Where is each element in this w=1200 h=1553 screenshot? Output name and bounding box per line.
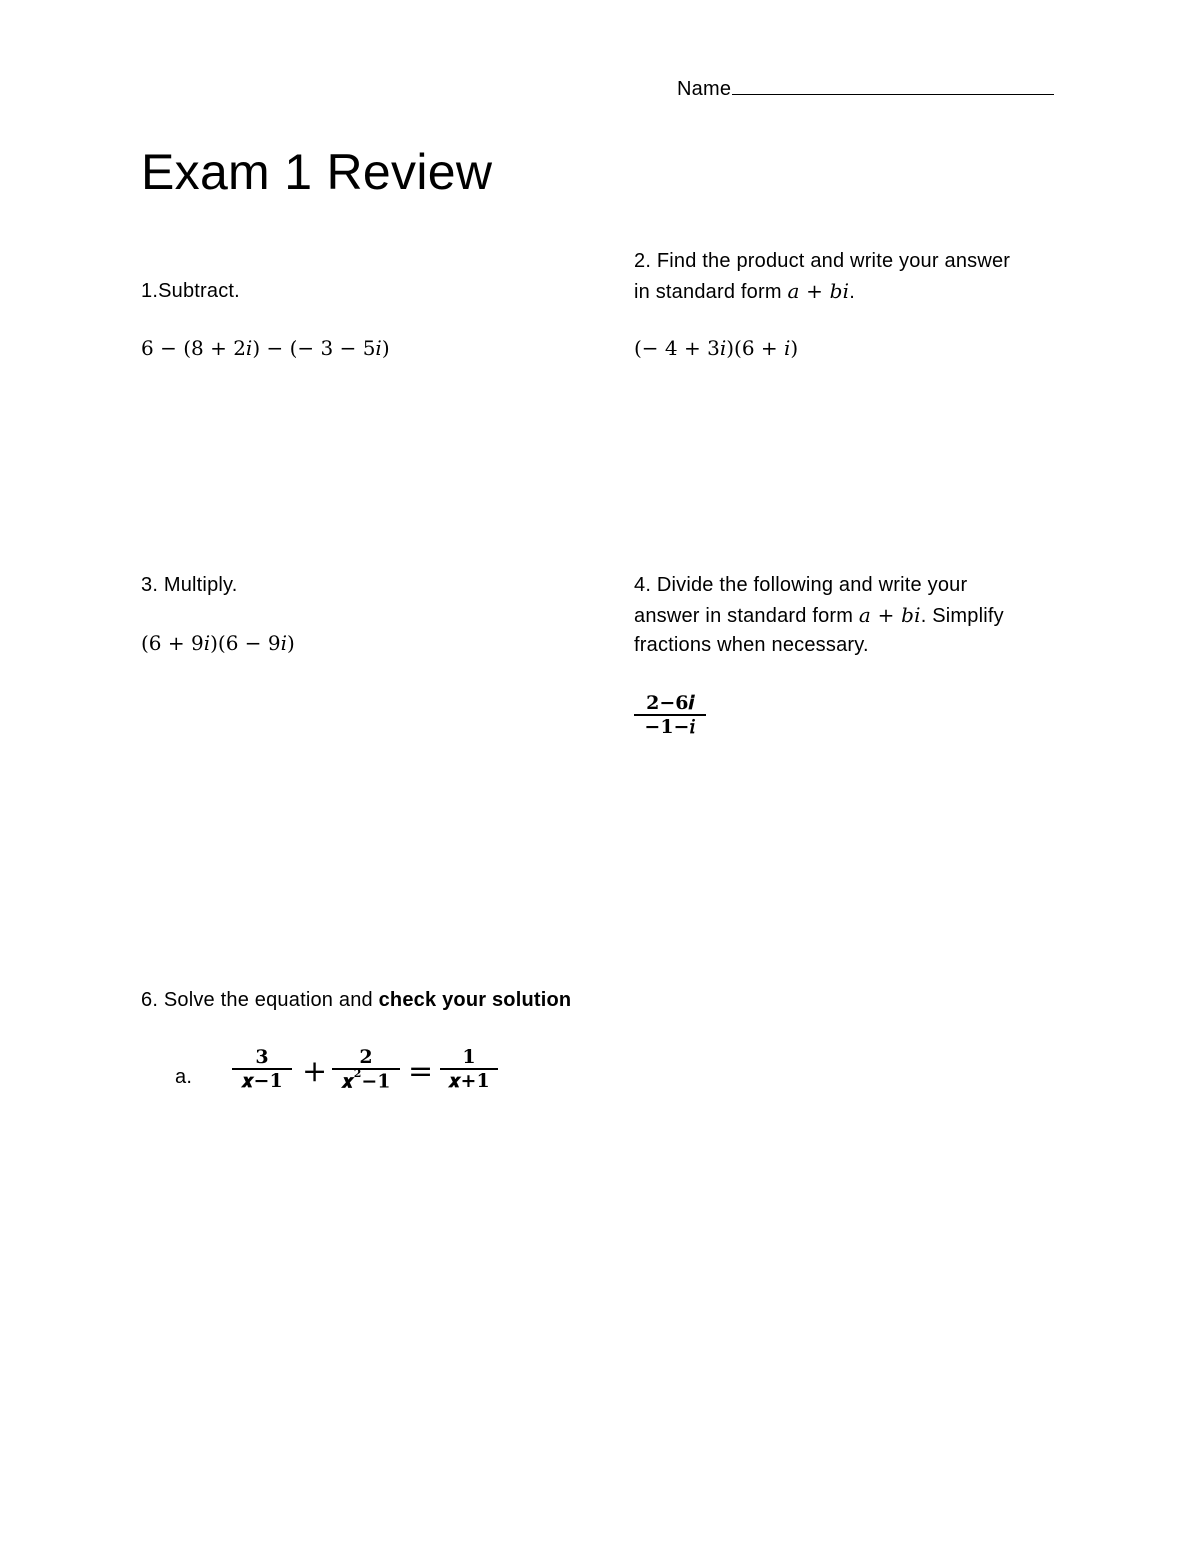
problem-2-label-period: . xyxy=(849,281,856,303)
problem-4-label-simplify: . Simplify xyxy=(920,605,1004,627)
fraction-2-den-exponent: 2 xyxy=(353,1067,362,1080)
problem-6-label xyxy=(141,985,571,1015)
problem-4-label-line3: fractions when necessary. xyxy=(634,634,869,656)
problem-4-label-text: answer in standard form xyxy=(634,605,859,627)
problem-6-label-text: 6. Solve the equation and xyxy=(141,989,379,1011)
problem-4-label-line2 xyxy=(634,600,1004,631)
problem-1-label: 1.Subtract. xyxy=(141,280,240,302)
problem-6a-fraction-1 xyxy=(232,1046,292,1092)
problem-4-fraction xyxy=(634,692,706,738)
problem-2-label-line1: 2. Find the product and write your answer xyxy=(634,250,1011,272)
problem-2-expression: (− 4 + 3𝑖)(6 + 𝑖) xyxy=(634,336,799,360)
fraction-2-denominator xyxy=(341,1067,391,1093)
name-blank-line[interactable] xyxy=(732,72,1054,95)
problem-6a-fraction-2 xyxy=(332,1046,400,1092)
problem-6a-fraction-3 xyxy=(440,1046,498,1092)
problem-2-label-text: in standard form xyxy=(634,281,788,303)
problem-4-denominator: −1−𝑖 xyxy=(644,716,696,738)
fraction-2-numerator: 2 xyxy=(359,1046,373,1068)
problem-6-label-bold: check your solution xyxy=(378,989,572,1011)
problem-3-expression: (6 + 9𝑖)(6 − 9𝑖) xyxy=(141,631,295,655)
page-title: Exam 1 Review xyxy=(141,144,493,200)
fraction-1-denominator: 𝒙−1 xyxy=(241,1070,283,1092)
fraction-1-numerator: 3 xyxy=(255,1046,269,1068)
problem-2-label-line2 xyxy=(634,276,855,307)
problem-4-standard-form: 𝑎 + 𝑏𝑖 xyxy=(858,603,921,627)
fraction-3-numerator: 1 xyxy=(462,1046,476,1068)
fraction-2-den-rest: −1 xyxy=(361,1070,391,1093)
problem-4-numerator: 2−6𝒊 xyxy=(646,692,694,714)
fraction-2-den-base: 𝒙 xyxy=(341,1070,354,1093)
name-label: Name xyxy=(677,78,732,100)
problem-4-label-line1: 4. Divide the following and write your xyxy=(634,574,968,596)
equals-sign: = xyxy=(408,1054,434,1089)
problem-1-expression: 6 − (8 + 2𝑖) − (− 3 − 5𝑖) xyxy=(141,336,390,360)
problem-2-standard-form: 𝑎 + 𝑏𝑖 xyxy=(787,279,850,303)
problem-6a-label: a. xyxy=(175,1066,193,1088)
name-field[interactable] xyxy=(677,72,1054,104)
problem-3-label: 3. Multiply. xyxy=(141,574,238,596)
fraction-3-denominator: 𝒙+1 xyxy=(448,1070,490,1092)
plus-sign: + xyxy=(302,1054,328,1089)
